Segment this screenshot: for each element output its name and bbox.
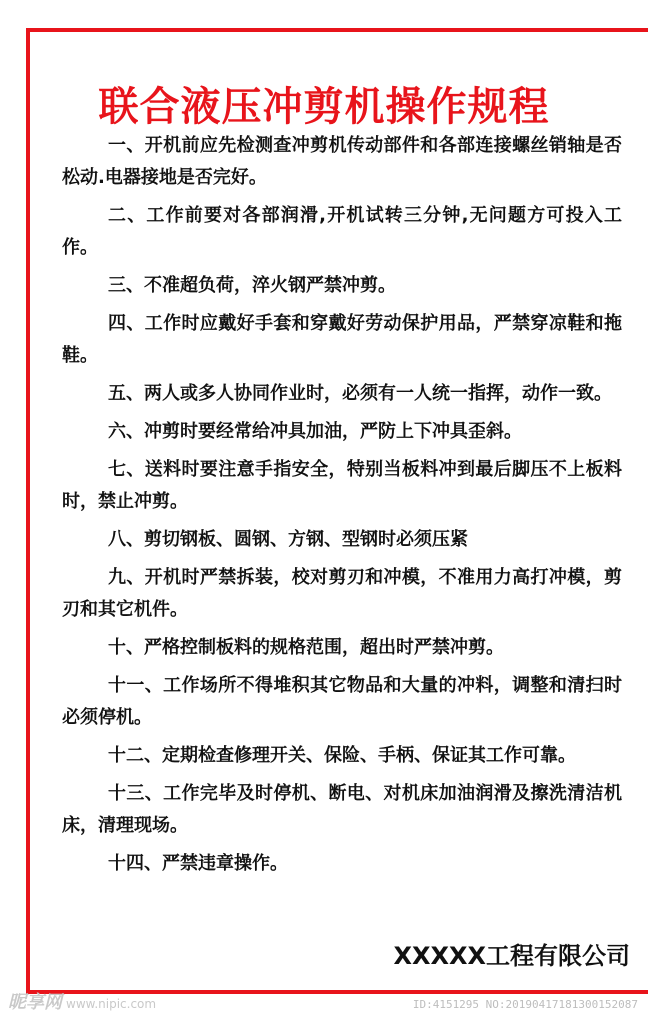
company-name: XXXXX工程有限公司 <box>393 942 630 970</box>
watermark-brand: 昵享网 <box>8 992 62 1013</box>
rule-item: 五、两人或多人协同作业时，必须有一人统一指挥，动作一致。 <box>108 383 612 404</box>
watermark-logo <box>8 988 156 1014</box>
rule-item: 七、送料时要注意手指安全，特别当板料冲到最后脚压不上板料时，禁止冲剪。 <box>62 459 622 512</box>
document-title: 联合液压冲剪机操作规程 <box>98 83 550 130</box>
rule-item: 十、严格控制板料的规格范围，超出时严禁冲剪。 <box>108 637 504 658</box>
rule-item: 十三、工作完毕及时停机、断电、对机床加油润滑及擦洗清洁机床，清理现场。 <box>62 783 622 836</box>
rule-item: 一、开机前应先检测查冲剪机传动部件和各部连接螺丝销轴是否松动.电器接地是否完好。 <box>62 135 622 188</box>
rule-item: 十二、定期检查修理开关、保险、手柄、保证其工作可靠。 <box>108 745 576 766</box>
watermark-url: www.nipic.com <box>66 997 157 1011</box>
rules-list <box>62 130 622 886</box>
image-id-label: ID:4151295 NO:20190417181300152087 <box>412 998 638 1011</box>
rule-item: 十四、严禁违章操作。 <box>108 853 288 874</box>
rule-item: 四、工作时应戴好手套和穿戴好劳动保护用品，严禁穿凉鞋和拖鞋。 <box>62 313 622 366</box>
rule-item: 八、剪切钢板、圆钢、方钢、型钢时必须压紧 <box>108 529 468 550</box>
rule-item: 三、不准超负荷，淬火钢严禁冲剪。 <box>108 275 396 296</box>
rule-item: 二、工作前要对各部润滑,开机试转三分钟,无问题方可投入工作。 <box>62 205 622 258</box>
rule-item: 六、冲剪时要经常给冲具加油，严防上下冲具歪斜。 <box>108 421 522 442</box>
rule-item: 十一、工作场所不得堆积其它物品和大量的冲料，调整和清扫时必须停机。 <box>62 675 622 728</box>
rule-item: 九、开机时严禁拆装，校对剪刃和冲模，不准用力高打冲模，剪刃和其它机件。 <box>62 567 622 620</box>
